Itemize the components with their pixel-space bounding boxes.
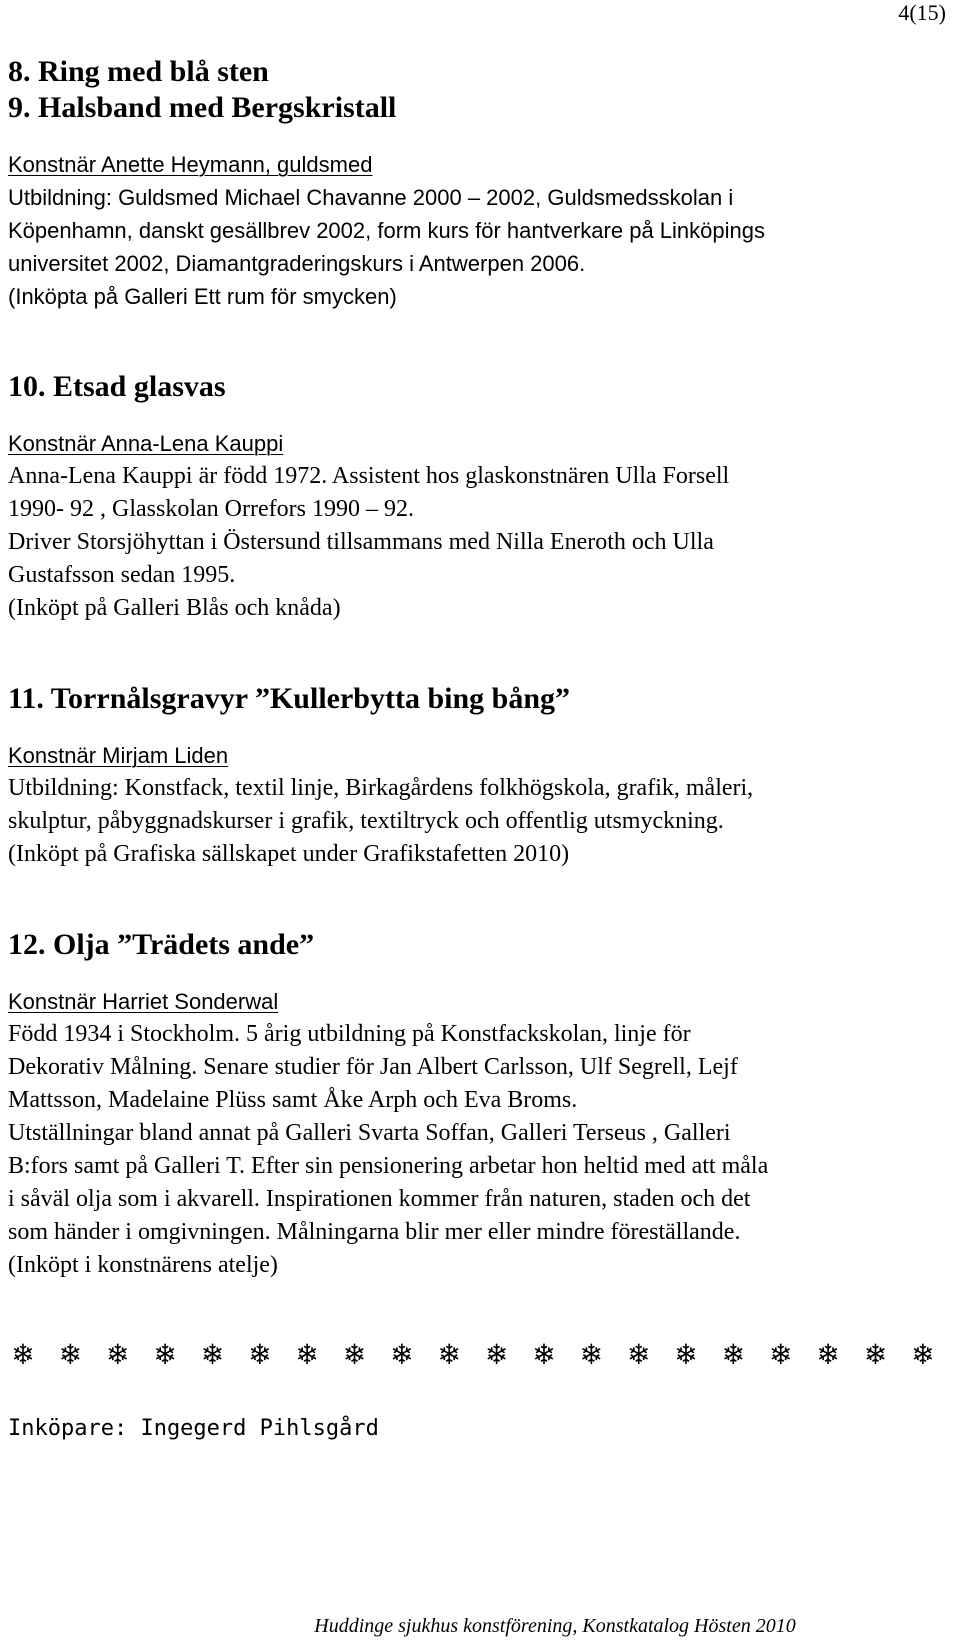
item-9-heading: 9. Halsband med Bergskristall [8, 91, 397, 124]
snowflake-icon: ❄ [579, 1338, 604, 1371]
item-10-text-line: Anna-Lena Kauppi är född 1972. Assistent hos glaskonstnären Ulla Forsell [8, 463, 730, 489]
snowflake-icon: ❄ [721, 1338, 746, 1371]
snowflake-icon: ❄ [863, 1338, 888, 1371]
snowflake-icon: ❄ [248, 1338, 272, 1371]
item-12-artist: Konstnär Harriet Sonderwal [8, 989, 279, 1014]
snowflake-icon: ❄ [674, 1338, 698, 1371]
buyer-line: Inköpare: Ingegerd Pihlsgård [8, 1416, 379, 1441]
item-12-text-line: Mattsson, Madelaine Plüss samt Åke Arph och Eva Broms. [8, 1087, 578, 1113]
snowflake-icon: ❄ [769, 1338, 793, 1371]
snowflake-icon: ❄ [342, 1338, 367, 1371]
snowflake-icon: ❄ [626, 1338, 651, 1371]
snowflake-icon: ❄ [816, 1338, 840, 1371]
snowflake-icon: ❄ [58, 1338, 83, 1371]
page-footer: Huddinge sjukhus konstförening, Konstkatalog Hösten 2010 [314, 1615, 796, 1637]
snowflake-icon: ❄ [390, 1338, 414, 1371]
item-12-text-line: (Inköpt i konstnärens atelje) [8, 1252, 278, 1278]
item-8-9-artist: Konstnär Anette Heymann, guldsmed [8, 152, 373, 177]
item-10-text-line: Driver Storsjöhyttan i Östersund tillsammans med Nilla Eneroth och Ulla [8, 529, 714, 555]
item-10-artist: Konstnär Anna-Lena Kauppi [8, 431, 284, 456]
item-8-heading: 8. Ring med blå sten [8, 55, 269, 88]
item-8-9-text-line: Utbildning: Guldsmed Michael Chavanne 2000 – 2002, Guldsmedsskolan i [8, 185, 734, 210]
item-8-9-text-line: universitet 2002, Diamantgraderingskurs i Antwerpen 2006. [8, 251, 586, 276]
item-8-9-text-line: (Inköpta på Galleri Ett rum för smycken) [8, 284, 397, 309]
item-10-text-line: (Inköpt på Galleri Blås och knåda) [8, 595, 341, 621]
snowflake-icon: ❄ [295, 1338, 319, 1371]
snowflake-icon: ❄ [200, 1338, 225, 1371]
item-10-text-line: Gustafsson sedan 1995. [8, 562, 236, 588]
item-11-text-line: skulptur, påbyggnadskurser i grafik, textiltryck och offentlig utsmyckning. [8, 808, 724, 834]
item-12-text-line: B:fors samt på Galleri T. Efter sin pensionering arbetar hon heltid med att måla [8, 1153, 769, 1179]
catalog-content [8, 54, 952, 1445]
item-12-heading: 12. Olja ”Trädets ande” [8, 928, 315, 961]
item-10-heading: 10. Etsad glasvas [8, 370, 226, 403]
page-number: 4(15) [898, 0, 946, 25]
snowflake-icon: ❄ [484, 1338, 509, 1371]
item-11-heading: 11. Torrnålsgravyr ”Kullerbytta bing bång” [8, 682, 571, 715]
item-11-text-line: Utbildning: Konstfack, textil linje, Birkagårdens folkhögskola, grafik, måleri, [8, 775, 754, 801]
snowflake-icon: ❄ [11, 1338, 35, 1371]
snowflake-icon: ❄ [437, 1338, 461, 1371]
item-11-artist: Konstnär Mirjam Liden [8, 743, 229, 768]
item-8-9-text-line: Köpenhamn, danskt gesällbrev 2002, form kurs för hantverkare på Linköpings [8, 218, 765, 243]
snowflake-icon: ❄ [105, 1338, 130, 1371]
item-12-text-line: Dekorativ Målning. Senare studier för Jan Albert Carlsson, Ulf Segrell, Lejf [8, 1054, 738, 1080]
item-12-text-line: som händer i omgivningen. Målningarna blir mer eller mindre föreställande. [8, 1219, 741, 1245]
snowflake-icon: ❄ [911, 1338, 935, 1371]
item-12-text-line: i såväl olja som i akvarell. Inspirationen kommer från naturen, staden och det [8, 1186, 751, 1212]
item-10-text-line: 1990- 92 , Glasskolan Orrefors 1990 – 92. [8, 496, 414, 522]
snowflake-divider [8, 1338, 938, 1372]
snowflake-icon: ❄ [532, 1338, 556, 1371]
item-11-text-line: (Inköpt på Grafiska sällskapet under Grafikstafetten 2010) [8, 841, 570, 867]
snowflake-icon: ❄ [153, 1338, 177, 1371]
item-12-text-line: Utställningar bland annat på Galleri Svarta Soffan, Galleri Terseus , Galleri [8, 1120, 731, 1146]
item-12-text-line: Född 1934 i Stockholm. 5 årig utbildning på Konstfackskolan, linje för [8, 1021, 691, 1047]
